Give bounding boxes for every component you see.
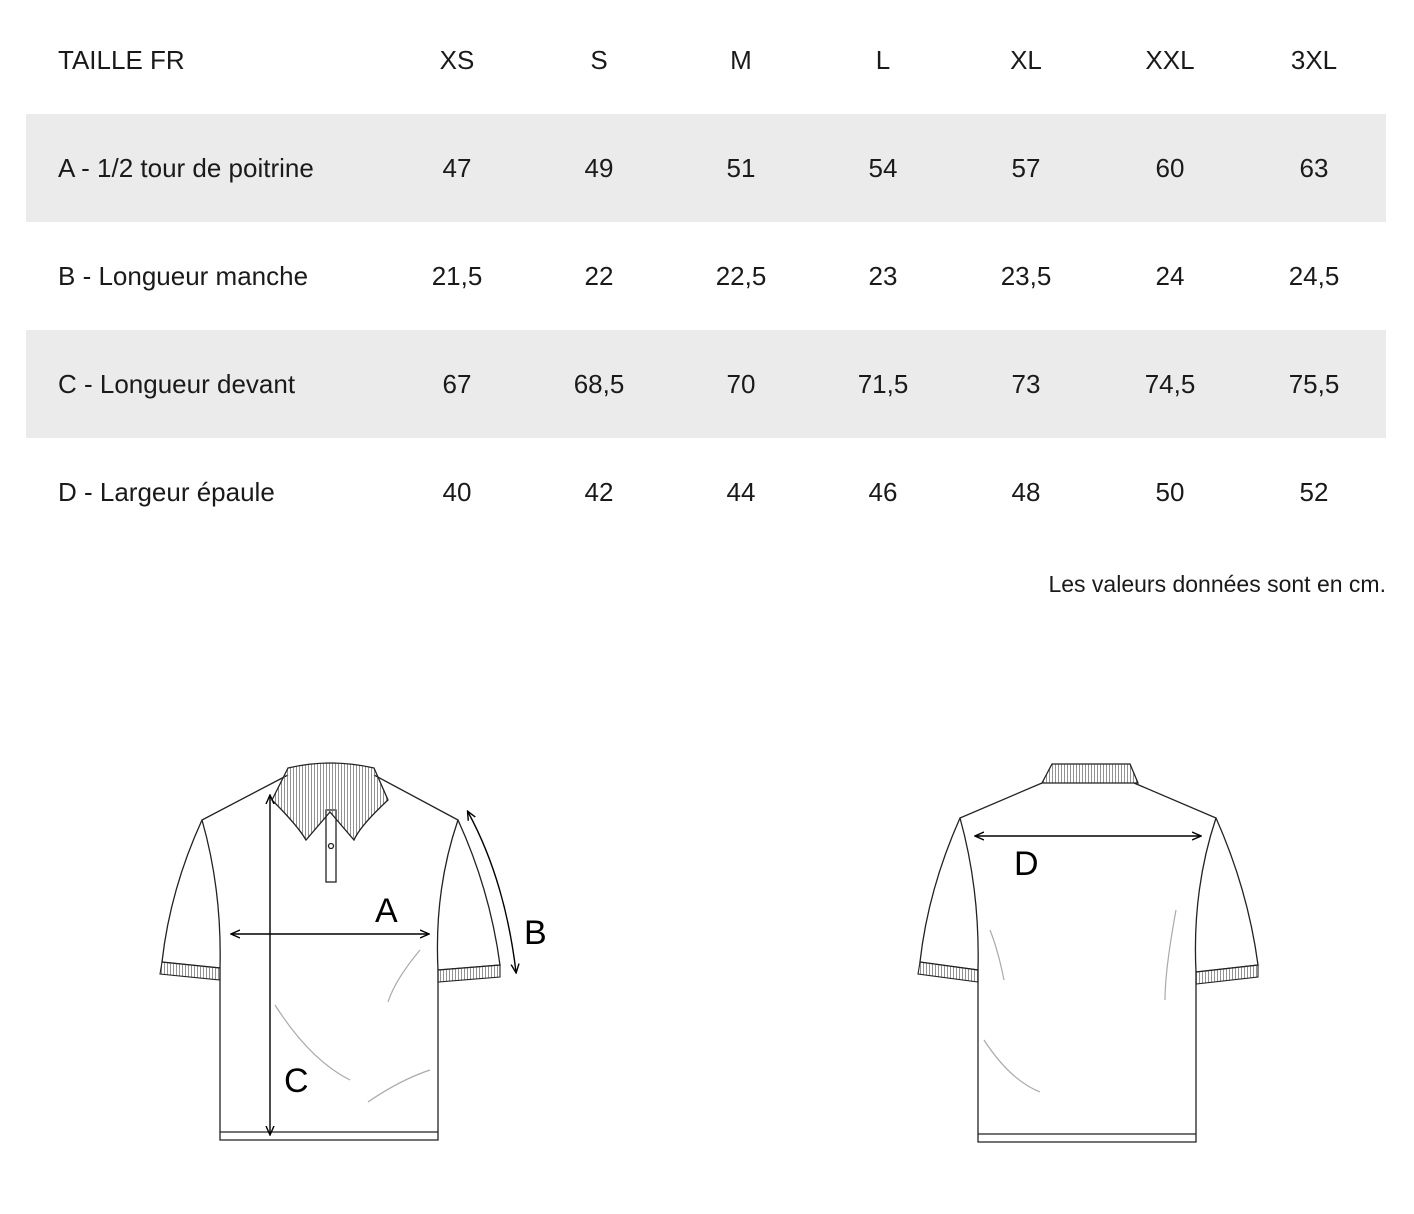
collar bbox=[272, 763, 388, 840]
table-cell: 68,5 bbox=[573, 369, 625, 399]
table-cell: 73 bbox=[1011, 369, 1041, 399]
table-cell: 40 bbox=[442, 477, 472, 507]
table-cell: 47 bbox=[442, 153, 472, 183]
table-cell: 22,5 bbox=[715, 261, 767, 291]
polo-front-illustration bbox=[130, 740, 550, 1170]
table-cell: 21,5 bbox=[431, 261, 483, 291]
shirt-outline bbox=[162, 775, 500, 1140]
table-cell: 48 bbox=[1011, 477, 1041, 507]
units-note: Les valeurs données sont en cm. bbox=[1048, 571, 1386, 597]
table-cell: 46 bbox=[868, 477, 898, 507]
table-cell: 67 bbox=[442, 369, 472, 399]
table-cell: 74,5 bbox=[1144, 369, 1196, 399]
table-cell: 22 bbox=[584, 261, 614, 291]
table-cell: 24 bbox=[1155, 261, 1185, 291]
table-cell: 63 bbox=[1299, 153, 1329, 183]
table-cell: 23 bbox=[868, 261, 898, 291]
label-c: C bbox=[284, 1062, 309, 1100]
table-cell: 60 bbox=[1155, 153, 1185, 183]
size-header-3xl: 3XL bbox=[1290, 45, 1338, 75]
table-cell: 75,5 bbox=[1288, 369, 1340, 399]
table-cell: 49 bbox=[584, 153, 614, 183]
size-header-xs: XS bbox=[439, 45, 475, 75]
table-cell: 71,5 bbox=[857, 369, 909, 399]
table-row bbox=[26, 114, 1386, 222]
table-cell: 44 bbox=[726, 477, 756, 507]
table-cell: 57 bbox=[1011, 153, 1041, 183]
polo-back-diagram bbox=[880, 740, 1300, 1170]
back-collar bbox=[1042, 764, 1138, 783]
table-cell: 24,5 bbox=[1288, 261, 1340, 291]
table-header-row bbox=[26, 6, 1386, 114]
table-cell: 23,5 bbox=[1000, 261, 1052, 291]
size-header-label: TAILLE FR bbox=[58, 45, 185, 75]
right-cuff bbox=[438, 965, 500, 982]
table-cell: 70 bbox=[726, 369, 756, 399]
table-cell: 42 bbox=[584, 477, 614, 507]
row-label: B - Longueur manche bbox=[58, 261, 309, 291]
table-cell: 52 bbox=[1299, 477, 1329, 507]
table-row bbox=[26, 222, 1386, 330]
size-header-m: M bbox=[730, 45, 752, 75]
label-d: D bbox=[1014, 845, 1039, 883]
size-header-xxl: XXL bbox=[1145, 45, 1195, 75]
shirt-outline bbox=[920, 783, 1258, 1142]
label-b: B bbox=[524, 914, 547, 952]
row-label: A - 1/2 tour de poitrine bbox=[58, 153, 314, 183]
measure-b-arrow bbox=[468, 812, 516, 972]
size-table bbox=[26, 6, 1386, 546]
size-header-xl: XL bbox=[1010, 45, 1042, 75]
row-label: C - Longueur devant bbox=[58, 369, 296, 399]
polo-front-diagram bbox=[130, 740, 550, 1170]
size-header-l: L bbox=[875, 45, 891, 75]
table-row bbox=[26, 330, 1386, 438]
table-cell: 54 bbox=[868, 153, 898, 183]
label-a: A bbox=[375, 892, 398, 930]
left-cuff bbox=[160, 962, 220, 980]
row-label: D - Largeur épaule bbox=[58, 477, 275, 507]
table-cell: 51 bbox=[726, 153, 756, 183]
table-cell: 50 bbox=[1155, 477, 1185, 507]
size-header-s: S bbox=[590, 45, 608, 75]
polo-back-illustration bbox=[880, 740, 1300, 1170]
table-row bbox=[26, 438, 1386, 546]
left-cuff bbox=[918, 962, 978, 982]
